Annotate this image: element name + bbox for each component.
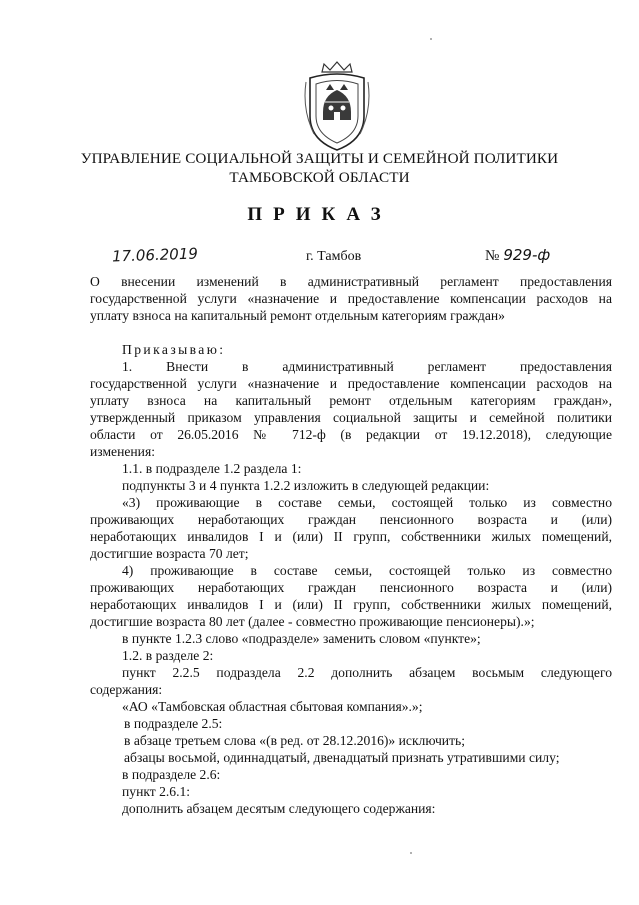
subject-line: государственной услуги «назначение и предоставление компенсации расходов на: [90, 291, 612, 306]
body-line: в пункте 1.2.3 слово «подразделе» заменить словом «пункте»;: [122, 631, 481, 646]
number-value: 929-ф: [503, 246, 551, 264]
body-line: 1. Внести в административный регламент предоставления: [122, 359, 612, 374]
body-line: в подразделе 2.6:: [122, 767, 221, 782]
body-line: пункт 2.6.1:: [122, 784, 191, 799]
body-line: 1.2. в разделе 2:: [122, 648, 214, 663]
subject-line: уплату взноса на капитальный ремонт отдельным категориям граждан»: [90, 308, 505, 323]
scan-speck: [430, 38, 432, 40]
body-line: 4) проживающие в составе семьи, состоящей только из совместно: [122, 563, 612, 578]
body-line: «АО «Тамбовская областная сбытовая компания».»;: [122, 699, 423, 714]
body-line: проживающих неработающих граждан пенсионного возраста и (или): [90, 580, 612, 595]
body-line: пункт 2.2.5 подраздела 2.2 дополнить абзацем восьмым следующего: [122, 665, 612, 680]
body-line: проживающих неработающих граждан пенсионного возраста и (или): [90, 512, 612, 527]
organization-name-line2: ТАМБОВСКОЙ ОБЛАСТИ: [229, 169, 410, 186]
coat-of-arms-icon: [300, 60, 374, 154]
body-line: дополнить абзацем десятым следующего содержания:: [122, 801, 436, 816]
order-word: Приказываю:: [122, 342, 226, 357]
document-number: [485, 246, 550, 265]
body-line: «3) проживающие в составе семьи, состоящей только из совместно: [122, 495, 612, 510]
document-city: г. Тамбов: [306, 249, 362, 264]
body-line: подпункты 3 и 4 пункта 1.2.2 изложить в следующей редакции:: [122, 478, 490, 493]
subject-line: О внесении изменений в административный регламент предоставления: [90, 274, 612, 289]
body-line: неработающих инвалидов I и (или) II групп, собственники жилых помещений,: [90, 597, 612, 612]
body-line: 1.1. в подразделе 1.2 раздела 1:: [122, 461, 302, 476]
scan-speck: [410, 852, 412, 854]
body-line: в подразделе 2.5:: [124, 716, 223, 731]
body-line: в абзаце третьем слова «(в ред. от 28.12.2016)» исключить;: [124, 733, 465, 748]
document-title: ПРИКАЗ: [247, 204, 392, 225]
body-line: изменения:: [90, 444, 155, 459]
body-line: утвержденный приказом управления социальной защиты и семейной политики: [90, 410, 612, 425]
body-line: содержания:: [90, 682, 163, 697]
body-line: государственной услуги «назначение и предоставление компенсации расходов на: [90, 376, 612, 391]
body-line: достигшие возраста 80 лет (далее - совместно проживающие пенсионеры).»;: [90, 614, 535, 629]
body-line: области от 26.05.2016 № 712-ф (в редакции от 19.12.2018), следующие: [90, 427, 612, 442]
document-date: 17.06.2019: [111, 244, 199, 266]
body-line: достигшие возраста 70 лет;: [90, 546, 249, 561]
body-line: уплату взноса на капитальный ремонт отдельным категориям граждан»,: [90, 393, 612, 408]
body-line: неработающих инвалидов I и (или) II групп, собственники жилых помещений,: [90, 529, 612, 544]
body-line: абзацы восьмой, одиннадцатый, двенадцатый признать утратившими силу;: [124, 750, 560, 765]
number-sign: №: [485, 248, 500, 264]
organization-name-line1: УПРАВЛЕНИЕ СОЦИАЛЬНОЙ ЗАЩИТЫ И СЕМЕЙНОЙ ПОЛИТИКИ: [80, 150, 559, 167]
